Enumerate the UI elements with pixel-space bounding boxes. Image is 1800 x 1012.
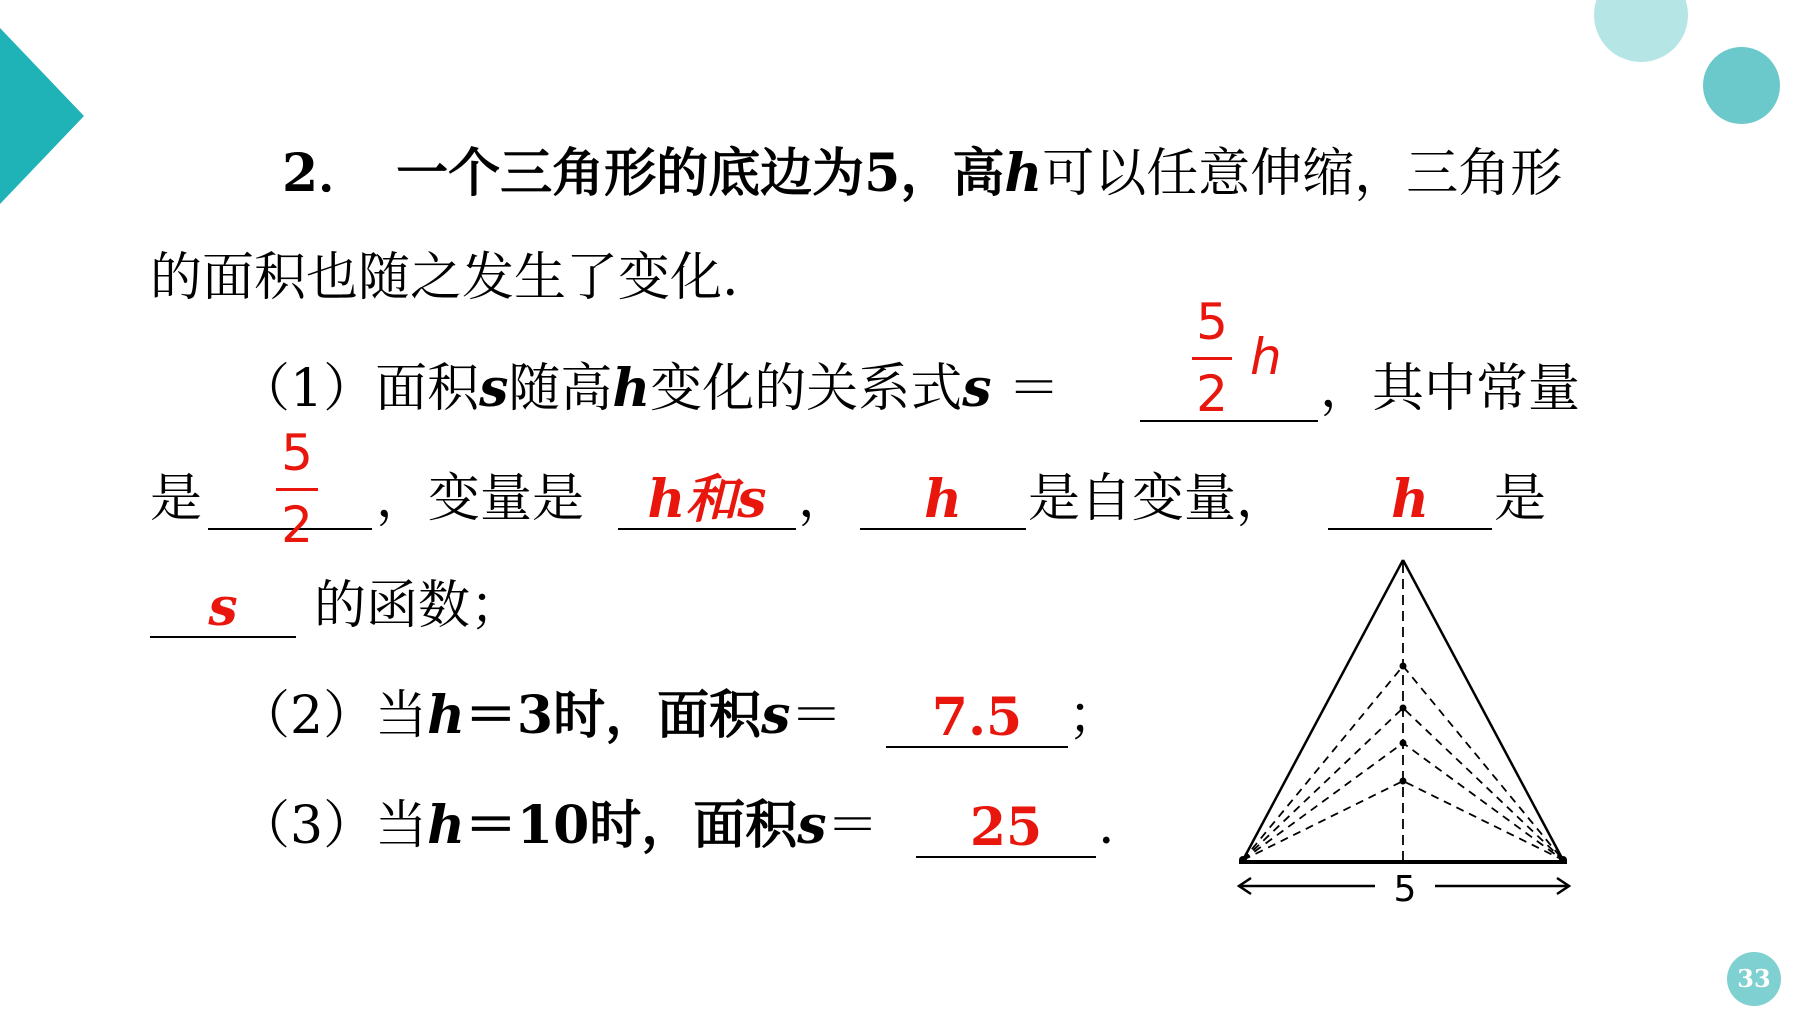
base-length-label: 5: [1393, 869, 1417, 910]
q1-mid: 随高: [508, 359, 613, 419]
problem-line-1: [282, 143, 1563, 204]
blank-expression: [1140, 420, 1318, 422]
answer-expression-variable: h: [1250, 328, 1282, 386]
period: .: [1098, 796, 1115, 856]
var-s: s: [761, 685, 791, 746]
q1-is-2: 是: [1494, 469, 1547, 529]
var-h: h: [1004, 143, 1043, 204]
corner-triangle-decoration: [0, 28, 84, 204]
q3-prefix: （3）当: [238, 796, 428, 856]
var-s: s: [962, 358, 992, 419]
q1-after: ，其中常量: [1320, 359, 1581, 419]
fraction-bar: [276, 488, 318, 491]
answer-dependent-variable: s: [208, 577, 238, 638]
equals-sign: ＝: [826, 796, 879, 856]
q1-is-end: [1494, 469, 1547, 529]
answer-independent-variable: h: [924, 469, 962, 530]
q1-line-2-mid: [376, 469, 585, 529]
var-h: h: [612, 358, 651, 419]
answer-q2: 7.5: [931, 687, 1023, 748]
q2-end: [1068, 686, 1121, 746]
comma: ，: [798, 469, 851, 529]
semicolon: ；: [1068, 686, 1121, 746]
q3-line: [238, 795, 879, 856]
fraction-numerator: 5: [1196, 293, 1228, 351]
fraction-denominator: 2: [1196, 365, 1228, 423]
decorative-circle-light: [1594, 0, 1688, 62]
q1-variables-label: ，变量是: [376, 469, 585, 529]
q1-prefix: （1）面积: [238, 359, 480, 419]
q1-independent-label: 是自变量，: [1028, 469, 1289, 529]
q1-line-1: [238, 358, 1061, 419]
var-h: h: [427, 795, 465, 856]
q2-condition: ＝3时，面积: [464, 685, 762, 746]
q3-condition: ＝10时，面积: [464, 795, 798, 856]
q2-line: [238, 685, 843, 746]
page-number-badge: 33: [1727, 952, 1781, 1006]
q1-rest: 变化的关系式: [650, 359, 963, 419]
decorative-circle-dark: [1703, 47, 1780, 124]
var-s: s: [479, 358, 509, 419]
answer-function-of: h: [1391, 469, 1429, 530]
triangle-figure: [1225, 553, 1595, 925]
problem-text-b: 可以任意伸缩，三角形: [1042, 144, 1563, 204]
equals-sign: ＝: [790, 686, 843, 746]
fraction-bar: [1192, 357, 1232, 360]
q1-is: 是: [150, 469, 203, 529]
q3-end: [1098, 796, 1115, 856]
problem-text-a: 2． 一个三角形的底边为5，高: [282, 143, 1005, 204]
problem-text-c: 的面积也随之发生了变化.: [150, 248, 739, 308]
answer-constant-fraction: [276, 424, 318, 554]
answer-variables: h和s: [647, 469, 767, 530]
fraction-numerator: 5: [281, 424, 313, 482]
q1-comma: [798, 469, 851, 529]
q1-line-3: [314, 576, 523, 636]
fraction-denominator: 2: [281, 496, 313, 554]
answer-q3: 25: [969, 797, 1043, 858]
answer-expression-fraction: [1192, 293, 1232, 423]
var-h: h: [427, 685, 465, 746]
problem-line-2: [150, 248, 739, 308]
q1-line-2-start: [150, 469, 203, 529]
q1-line-1-end: [1320, 359, 1581, 419]
q1-auto-var: [1028, 469, 1289, 529]
equals-sign: ＝: [991, 359, 1061, 419]
q2-prefix: （2）当: [238, 686, 428, 746]
var-s: s: [797, 795, 827, 856]
q1-function-label: 的函数；: [314, 576, 523, 636]
